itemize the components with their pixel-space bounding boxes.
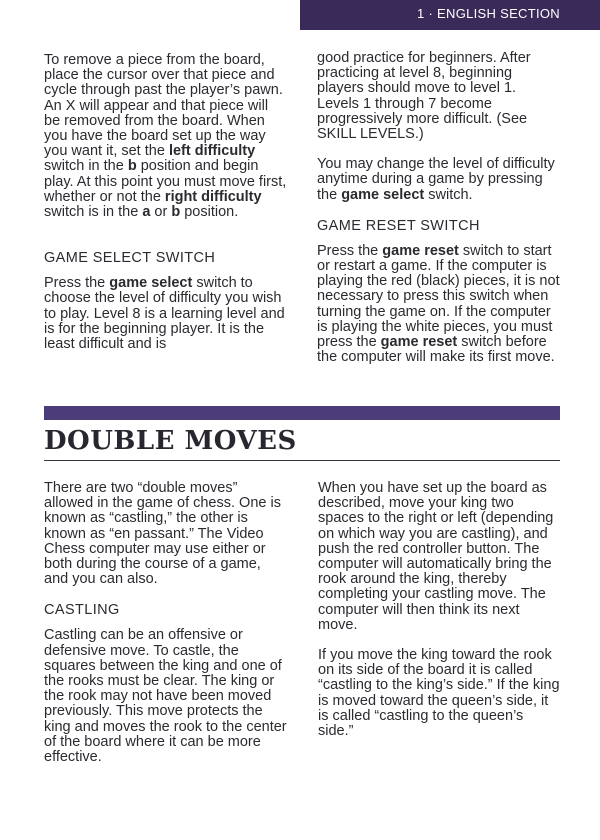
term-game-reset: game reset: [382, 242, 459, 259]
term-b: b: [171, 204, 181, 221]
paragraph-castling-sides: If you move the king toward the rook on its side of the board it is called “castling to the king’s side.” If the king is moved toward the queen’s side, it is called “castling to the queen’s side.”: [318, 647, 560, 740]
term-right-difficulty: right difficulty: [164, 188, 262, 205]
title-underline: [44, 460, 560, 461]
section-title: DOUBLE MOVES: [44, 426, 297, 456]
term-game-reset: game reset: [380, 334, 458, 351]
paragraph-game-select: Press the game select switch to choose the level of difficulty you wish to play. Level 8 is a learning level and is for the beginning player. It is the least difficult and is: [44, 275, 285, 353]
paragraph-castling: Castling can be an offensive or defensive move. To castle, the squares between the king and one of the rooks must be clear. The king or the rook may not have been moved previously. This move protects the king and moves the rook to the center of the board where it can be more effective.: [44, 627, 287, 766]
term-b: b: [127, 158, 137, 175]
paragraph-remove-piece: To remove a piece from the board, place the cursor over that piece and cycle through past the player’s pawn. An X will appear and that piece will be removed from the board. When you have the board set up the way you want it, set the left difficulty switch in the b position and begin play. At this point you must move first, whether or not the right difficulty switch is in the a or b position.: [44, 52, 287, 221]
section-band: [44, 406, 560, 420]
paragraph-change-level: You may change the level of difficulty anytime during a game by pressing the game select switch.: [317, 156, 555, 203]
section-label: 1 · ENGLISH SECTION: [417, 6, 560, 21]
term-skill-levels: SKILL LEVELS: [317, 126, 415, 143]
header-bar: [300, 0, 600, 30]
paragraph-castling-steps: When you have set up the board as described, move your king two spaces to the right or left (depending on which way you are castling), and push the red controller button. The computer will automatically bring the rook around the king, thereby completing your castling move. The computer will then think its next move.: [318, 480, 554, 633]
column-top-right: [317, 51, 561, 380]
heading-game-reset-switch: GAME RESET SWITCH: [317, 217, 480, 234]
paragraph-beginner-practice: good practice for beginners. After practicing at level 8, beginning players should move to level 1. Levels 1 through 7 become progressively more difficult. (See SKILL LEVELS.): [317, 50, 531, 143]
heading-castling: CASTLING: [44, 602, 120, 619]
term-game-select: game select: [341, 186, 425, 203]
term-game-select: game select: [109, 275, 193, 292]
paragraph-game-reset: Press the game reset switch to start or restart a game. If the computer is playing the red (black) pieces, it is not necessary to press this switch when turning the game on. If the computer is playing the white pieces, you must press the game reset switch before the computer will make its first move.: [317, 242, 560, 366]
term-left-difficulty: left difficulty: [168, 143, 256, 160]
paragraph-double-moves-intro: There are two “double moves” allowed in the game of chess. One is known as “castling,” the other is known as “en passant.” The Video Chess computer may use either or both during the course of a game, and you can also.: [44, 480, 281, 588]
heading-game-select-switch: GAME SELECT SWITCH: [44, 250, 216, 267]
column-bottom-left: [44, 481, 288, 780]
column-bottom-right: [318, 481, 562, 754]
column-top-left: [44, 53, 288, 367]
term-a: a: [142, 204, 151, 221]
